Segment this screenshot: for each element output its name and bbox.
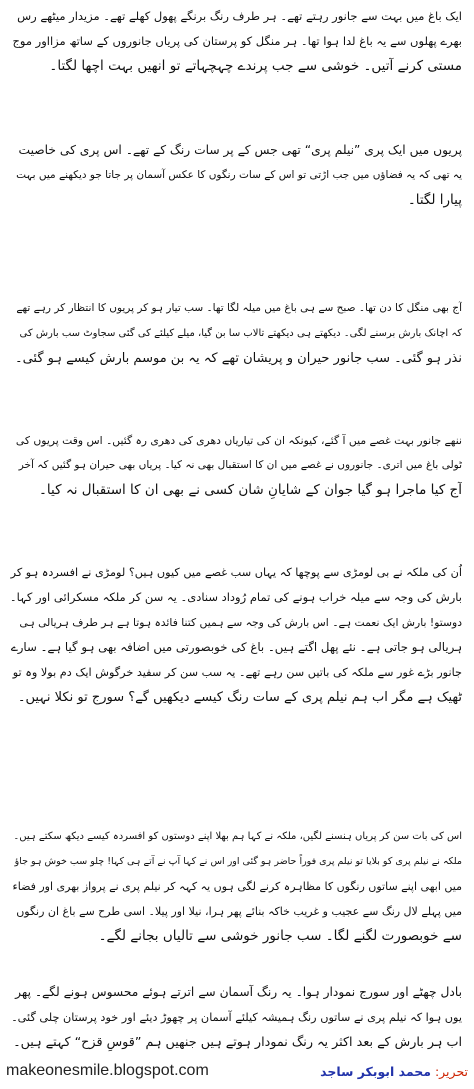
author-label: تحریر: xyxy=(434,1064,468,1079)
text-line: کہ اچانک بارش برسنے لگی۔ دیکھتے ہی دیکھتے تالاب سا بن گیا، میلے کیلئے کی گئی سجاوٹ سب بارش کی xyxy=(19,328,462,339)
text-line: بادل چھٹے اور سورج نمودار ہوا۔ یہ رنگ آسمان سے اترتے ہوئے محسوس ہونے لگے۔ پھر xyxy=(15,985,462,999)
text-line: بھرے پھلوں سے یہ باغ لدا ہوا تھا۔ ہر منگل کو پرستان کی پریاں جانوروں کے ساتھ مزااور موج xyxy=(12,34,462,48)
story-paragraph-4 xyxy=(10,428,462,503)
story-paragraph-5 xyxy=(10,560,462,710)
story-paragraph-3 xyxy=(10,296,462,371)
story-paragraph-7 xyxy=(10,980,462,1055)
text-line: میں پہلے لال رنگ سے عجیب و غریب خاکہ بنائے پھر ہرا، نیلا اور پیلا۔ اسی طرح سے باغ ان رنگوں xyxy=(16,905,462,918)
text-line: پیارا لگتا۔ xyxy=(407,192,462,208)
text-line: آج کیا ماجرا ہو گیا جوان کے شایانِ شان کسی نے بھی ان کا استقبال نہ کیا۔ xyxy=(39,482,462,498)
story-paragraph-2 xyxy=(10,138,462,213)
story-paragraph-1 xyxy=(10,4,462,79)
text-line: ننھے جانور بہت غصے میں آ گئے، کیونکہ ان کی تیاریاں دھری کی دھری رہ گئیں۔ اس وقت پریوں کی xyxy=(15,434,462,447)
story-paragraph-6 xyxy=(10,824,462,949)
text-line: اس کی بات سن کر پریاں ہنسنے لگیں، ملکہ نے کہا ہم بھلا اپنے دوستوں کو افسردہ کیسے دیکھ سکتے ہیں۔ xyxy=(13,831,462,842)
website-url: makeonesmile.blogspot.com xyxy=(6,1062,209,1079)
text-line: ہریالی ہو جاتی ہے۔ نئے پھل اگتے ہیں۔ باغ کی خوبصورتی میں اضافہ بھی ہو گیا ہے۔ سارے xyxy=(10,640,462,654)
text-line: یہ تھی کہ یہ فضاؤں میں جب اڑتی تو اس کے سات رنگوں کا عکس آسمان پر جاتا جو دیکھنے میں بہت xyxy=(16,169,462,181)
text-line: سے خوبصورت لگنے لگا۔ سب جانور خوشی سے تالیاں بجانے لگے۔ xyxy=(98,928,462,944)
text-line: نذر ہو گئی۔ سب جانور حیران و پریشان تھے کہ یہ بن موسم بارش کیسے ہو گئی۔ xyxy=(14,351,462,366)
text-line: ایک باغ میں بہت سے جانور رہتے تھے۔ ہر طرف رنگ برنگے پھول کھلے تھے۔ مزیدار میٹھے رس xyxy=(17,9,462,23)
page-footer xyxy=(0,1060,474,1086)
author-name: محمد ابوبکر ساجد xyxy=(320,1064,431,1079)
author-credit xyxy=(320,1064,468,1079)
text-line: ٹولی باغ میں اتری۔ جانوروں نے غصے میں ان کا استقبال بھی نہ کیا۔ پریاں بھی حیران ہو گئیں کہ آخر xyxy=(18,459,462,471)
text-line: مستی کرنے آتیں۔ خوشی سے جب پرندے چہچہاتے تو انھیں بہت اچھا لگتا۔ xyxy=(49,58,462,74)
text-line: میں ابھی اپنے ساتوں رنگوں کا مظاہرہ کرنے لگی ہوں یہ کہہ کر نیلم پری نے پرواز بھری اور فضاء xyxy=(12,880,462,893)
text-line: اُن کی ملکہ نے بی لومڑی سے پوچھا کہ یہاں سب غصے میں کیوں ہیں؟ لومڑی نے افسردہ ہو کر xyxy=(10,566,462,579)
text-line: ملکہ نے نیلم پری کو بلایا تو نیلم پری فوراً حاضر ہو گئی اور اس نے کہا آپ نے آتے ہی کہا! چلو سب خوش ہو جاؤ xyxy=(14,856,462,867)
text-line: دوستو! بارش ایک نعمت ہے۔ اس بارش کی وجہ سے ہمیں کتنا فائدہ ہوتا ہے ہر طرف ہریالی ہی xyxy=(19,616,462,629)
text-line: ٹھیک ہے مگر اب ہم نیلم پری کے سات رنگ کیسے دیکھیں گے؟ سورج تو نکلا نہیں۔ xyxy=(17,690,462,705)
text-line: اب ہر بارش کے بعد اکثر یہ رنگ نمودار ہوتے ہیں جنھیں ہم ”قوسِ قزح“ کہتے ہیں۔ xyxy=(13,1035,462,1050)
text-line: آج بھی منگل کا دن تھا۔ صبح سے ہی باغ میں میلہ لگا تھا۔ سب تیار ہو کر پریوں کا انتظار کر رہے تھے xyxy=(16,302,462,314)
text-line: پریوں میں ایک پری ”نیلم پری“ تھی جس کے پر سات رنگ کے تھے۔ اس پری کی خاصیت xyxy=(18,143,462,157)
text-line: یوں ہوا کہ نیلم پری نے ساتوں رنگ ہمیشہ کیلئے آسمان پر چھوڑ دیئے اور خود پرستان چلی گئی۔ xyxy=(11,1011,462,1024)
text-line: بارش کی وجہ سے میلہ خراب ہونے کی تمام رُوداد سنادی۔ یہ سن کر ملکہ مسکرائی اور کہا۔ xyxy=(10,590,462,604)
text-line: جانور بڑے غور سے ملکہ کی باتیں سن رہے تھے۔ یہ سب سن کر سفید خرگوش ایک دم بولا وہ تو xyxy=(12,666,462,679)
